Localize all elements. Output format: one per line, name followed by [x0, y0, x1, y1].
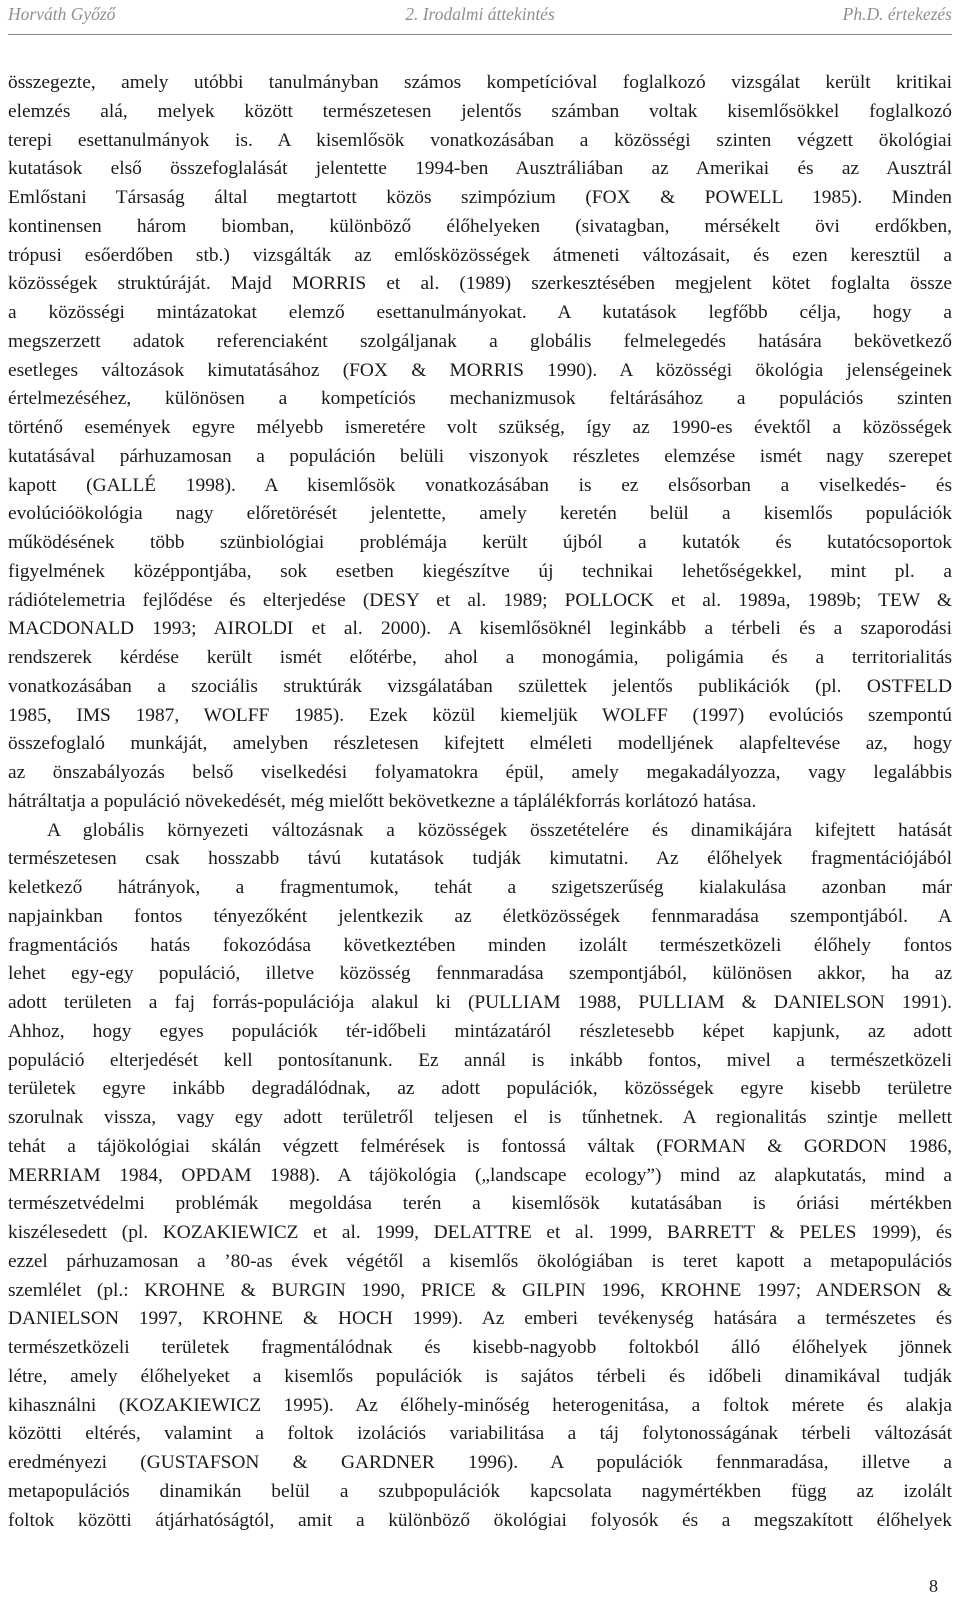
text-line: kiszélesedett (pl. KOZAKIEWICZ et al. 1999, DELATTRE et al. 1999, BARRETT & PELES 1999), és: [8, 1222, 952, 1243]
header-author: Horváth Győző: [8, 4, 116, 24]
text-line: létre, amely élőhelyeket a kisemlős populációk is sajátos térbeli és időbeli dinamikával tudják: [8, 1365, 952, 1387]
paragraph-2: [8, 817, 952, 1536]
text-line: keletkező hátrányok, a fragmentumok, tehát a szigetszerűség kialakulása azonban már: [8, 877, 952, 898]
text-line: kontinensen három biomban, különböző élőhelyeken (sivatagban, mérsékelt övi erdőkben,: [8, 215, 952, 237]
text-line: Emlőstani Társaság által megtartott közös szimpózium (FOX & POWELL 1985). Minden: [8, 187, 952, 208]
text-line: kutatásával párhuzamosan a populáción belüli viszonyok részletes elemzése ismét nagy szerepet: [8, 445, 952, 467]
text-line: metapopulációs dinamikán belül a szubpopulációk kapcsolata nagymértékben függ az izolált: [8, 1480, 952, 1502]
text-line: MACDONALD 1993; AIROLDI et al. 2000). A kisemlősöknél leginkább a térbeli és a szaporodási: [8, 618, 952, 640]
text-line: természetvédelmi problémák megoldása terén a kisemlősök kutatásában is óriási mértékben: [8, 1193, 952, 1215]
text-line: területek egyre inkább degradálódnak, az adott populációk, közösségek egyre kisebb területre: [8, 1078, 952, 1100]
text-line: trópusi esőerdőben stb.) vizsgálták az emlősközösségek átmeneti változásait, és ezen keresztül a: [8, 244, 952, 266]
text-line: összegezte, amely utóbbi tanulmányban számos kompetícióval foglalkozó vizsgálat került kritikai: [8, 72, 952, 93]
text-line: populáció elterjedését kell pontosítanunk. Ez annál is inkább fontos, mivel a természetközeli: [8, 1049, 952, 1071]
text-line: összefoglaló munkáját, amelyben részletesen kifejtett elméleti modelljének alapfeltevése az, hogy: [8, 733, 952, 755]
text-line: ezzel párhuzamosan a ’80-as évek végétől a kisemlős ökológiában is teret kapott a metapopulációs: [8, 1250, 952, 1272]
text-line: működésének több szünbiológiai problémája került újból a kutatók és kutatócsoportok: [8, 532, 952, 553]
text-line: terepi esettanulmányok is. A kisemlősök vonatkozásában a közösségi szinten végzett ökológiai: [8, 129, 952, 151]
body-text: [8, 69, 952, 1535]
text-line: elemzés alá, melyek között természetesen jelentős számban voltak kisemlősökkel foglalkozó: [8, 100, 952, 122]
text-line: a közösségi mintázatokat elemző esettanulmányokat. A kutatások legfőbb célja, hogy a: [8, 302, 952, 323]
text-line: hátráltatja a populáció növekedését, még mielőtt bekövetkezne a táplálékforrás korlátozó hatása.: [8, 790, 757, 812]
text-line: A globális környezeti változásnak a közösségek összetételére és dinamikájára kifejtett hatását: [47, 819, 952, 841]
text-line: közötti eltérés, valamint a foltok izolációs variabilitása a táj folytonosságának térbeli változását: [8, 1423, 952, 1445]
text-line: evolúcióökológia nagy előretörését jelentette, amely keretén belül a kisemlős populációk: [8, 503, 952, 525]
text-line: eredményezi (GUSTAFSON & GARDNER 1996). A populációk fennmaradása, illetve a: [8, 1452, 952, 1473]
header-chapter: 2. Irodalmi áttekintés: [405, 4, 555, 24]
text-line: természetesen csak hosszabb távú kutatások tudják kimutatni. Az élőhelyek fragmentációjából: [8, 848, 952, 870]
text-line: kihasználni (KOZAKIEWICZ 1995). Az élőhely-minőség heterogenitása, a foltok mérete és alakja: [8, 1394, 952, 1416]
text-line: lehet egy-egy populáció, illetve közösség fennmaradása szempontjából, különösen akkor, ha az: [8, 963, 952, 985]
text-line: napjainkban fontos tényezőként jelentkezik az életközösségek fennmaradása szempontjából. A: [8, 905, 952, 927]
text-line: fragmentációs hatás fokozódása következtében minden izolált természetközeli élőhely fontos: [8, 934, 952, 956]
paragraph-1: [8, 69, 952, 817]
running-header: [8, 0, 952, 35]
text-line: kapott (GALLÉ 1998). A kisemlősök vonatkozásában is ez elsősorban a viselkedés- és: [8, 474, 952, 496]
text-line: megszerzett adatok referenciaként szolgáljanak a globális felmelegedés hatására bekövetkező: [8, 330, 952, 352]
text-line: 1985, IMS 1987, WOLFF 1985). Ezek közül kiemeljük WOLFF (1997) evolúciós szempontú: [8, 704, 952, 726]
text-line: Ahhoz, hogy egyes populációk tér-időbeli mintázatáról részletesebb képet kapjunk, az adott: [8, 1020, 952, 1042]
text-line: vonatkozásában a szociális struktúrák vizsgálatában születtek jelentős publikációk (pl. OSTFELD: [8, 675, 952, 697]
text-line: figyelmének középpontjába, sok esetben kiegészítve új technikai lehetőségekkel, mint pl. a: [8, 560, 952, 582]
text-line: tehát a tájökológiai skálán végzett felmérések is fontossá váltak (FORMAN & GORDON 1986,: [8, 1135, 952, 1157]
text-line: rendszerek kérdése került ismét előtérbe, ahol a monogámia, poligámia és a territorialitás: [8, 647, 952, 668]
text-line: kutatások első összefoglalását jelentette 1994-ben Ausztráliában az Amerikai és az Ausztrál: [8, 158, 952, 180]
text-line: esetleges változások kimutatásához (FOX & MORRIS 1990). A közösségi ökológia jelenségeinek: [8, 359, 952, 381]
text-line: DANIELSON 1997, KROHNE & HOCH 1999). Az emberi tevékenység hatására a természetes és: [8, 1308, 952, 1330]
text-line: rádiótelemetria fejlődése és elterjedése (DESY et al. 1989; POLLOCK et al. 1989a, 1989b; TEW &: [8, 589, 952, 611]
text-line: értelmezéséhez, különösen a kompetíciós mechanizmusok feltárásához a populációs szinten: [8, 388, 952, 410]
text-line: közösségek struktúráját. Majd MORRIS et al. (1989) szerkesztésében megjelent kötet foglalta össze: [8, 273, 952, 295]
text-line: adott területen a faj forrás-populációja alakul ki (PULLIAM 1988, PULLIAM & DANIELSON 1991).: [8, 992, 952, 1013]
text-line: történő események egyre mélyebb ismeretére volt szükség, így az 1990-es évektől a közösségek: [8, 417, 952, 438]
text-line: MERRIAM 1984, OPDAM 1988). A tájökológia („landscape ecology”) mind az alapkutatás, mind a: [8, 1164, 952, 1186]
text-line: természetközeli területek fragmentálódnak és kisebb-nagyobb foltokból álló élőhelyek jönnek: [8, 1337, 952, 1358]
page-number: 8: [929, 1576, 938, 1596]
text-line: szorulnak vissza, vagy egy adott területről teljesen el is tűnhetnek. A regionalitás szintje mellett: [8, 1107, 952, 1128]
text-line: szemlélet (pl.: KROHNE & BURGIN 1990, PRICE & GILPIN 1996, KROHNE 1997; ANDERSON &: [8, 1279, 952, 1301]
header-doc-type: Ph.D. értekezés: [842, 4, 952, 24]
text-line: foltok közötti átjárhatóságtól, amit a különböző ökológiai folyosók és a megszakított élőhelyek: [8, 1509, 952, 1531]
text-line: az önszabályozás belső viselkedési folyamatokra épül, amely megakadályozza, vagy legalábbis: [8, 762, 952, 783]
